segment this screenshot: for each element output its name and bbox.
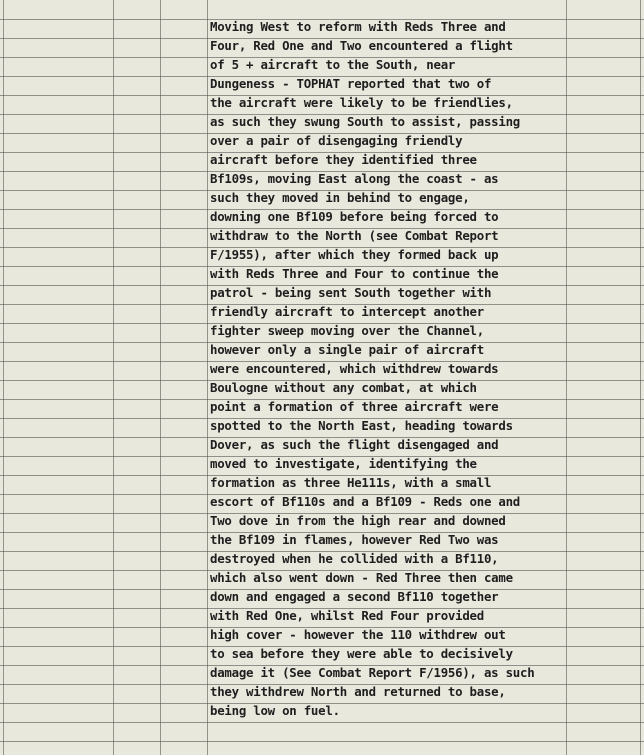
column-rule — [3, 0, 4, 755]
record-line: Two dove in from the high rear and downed — [210, 513, 506, 528]
record-line: friendly aircraft to intercept another — [210, 304, 484, 319]
column-rule — [640, 0, 641, 755]
record-line: Boulogne without any combat, at which — [210, 380, 477, 395]
record-line: such they moved in behind to engage, — [210, 190, 470, 205]
record-line: withdraw to the North (see Combat Report — [210, 228, 499, 243]
record-line: patrol - being sent South together with — [210, 285, 492, 300]
record-line: were encountered, which withdrew towards — [210, 361, 499, 376]
record-line: Dover, as such the flight disengaged and — [210, 437, 499, 452]
record-line: of 5 + aircraft to the South, near — [210, 57, 456, 72]
record-line: F/1955), after which they formed back up — [210, 247, 499, 262]
record-line: spotted to the North East, heading towards — [210, 418, 513, 433]
record-line: point a formation of three aircraft were — [210, 399, 499, 414]
record-line: destroyed when he collided with a Bf110, — [210, 551, 499, 566]
record-line: however only a single pair of aircraft — [210, 342, 484, 357]
record-line: as such they swung South to assist, passing — [210, 114, 521, 129]
column-rule — [113, 0, 114, 755]
column-rule — [207, 0, 208, 755]
record-line: Four, Red One and Two encountered a flight — [210, 38, 513, 53]
record-line: with Red One, whilst Red Four provided — [210, 608, 484, 623]
record-line: to sea before they were able to decisively — [210, 646, 513, 661]
column-rule — [160, 0, 161, 755]
record-line: moved to investigate, identifying the — [210, 456, 477, 471]
record-line: escort of Bf110s and a Bf109 - Reds one and — [210, 494, 521, 509]
record-line: the aircraft were likely to be friendlies, — [210, 95, 513, 110]
record-line: aircraft before they identified three — [210, 152, 477, 167]
record-entry-text — [210, 17, 562, 720]
record-line: downing one Bf109 before being forced to — [210, 209, 499, 224]
record-line: the Bf109 in flames, however Red Two was — [210, 532, 499, 547]
record-line: over a pair of disengaging friendly — [210, 133, 463, 148]
record-line: down and engaged a second Bf110 together — [210, 589, 499, 604]
record-line: Bf109s, moving East along the coast - as — [210, 171, 499, 186]
record-line: damage it (See Combat Report F/1956), as such — [210, 665, 535, 680]
record-line: Moving West to reform with Reds Three and — [210, 19, 506, 34]
record-line: which also went down - Red Three then came — [210, 570, 513, 585]
record-line: high cover - however the 110 withdrew out — [210, 627, 506, 642]
record-line: being low on fuel. — [210, 703, 340, 718]
record-line: with Reds Three and Four to continue the — [210, 266, 499, 281]
record-line: Dungeness - TOPHAT reported that two of — [210, 76, 492, 91]
record-line: formation as three He111s, with a small — [210, 475, 492, 490]
column-rule — [566, 0, 567, 755]
record-line: they withdrew North and returned to base, — [210, 684, 506, 699]
record-line: fighter sweep moving over the Channel, — [210, 323, 484, 338]
